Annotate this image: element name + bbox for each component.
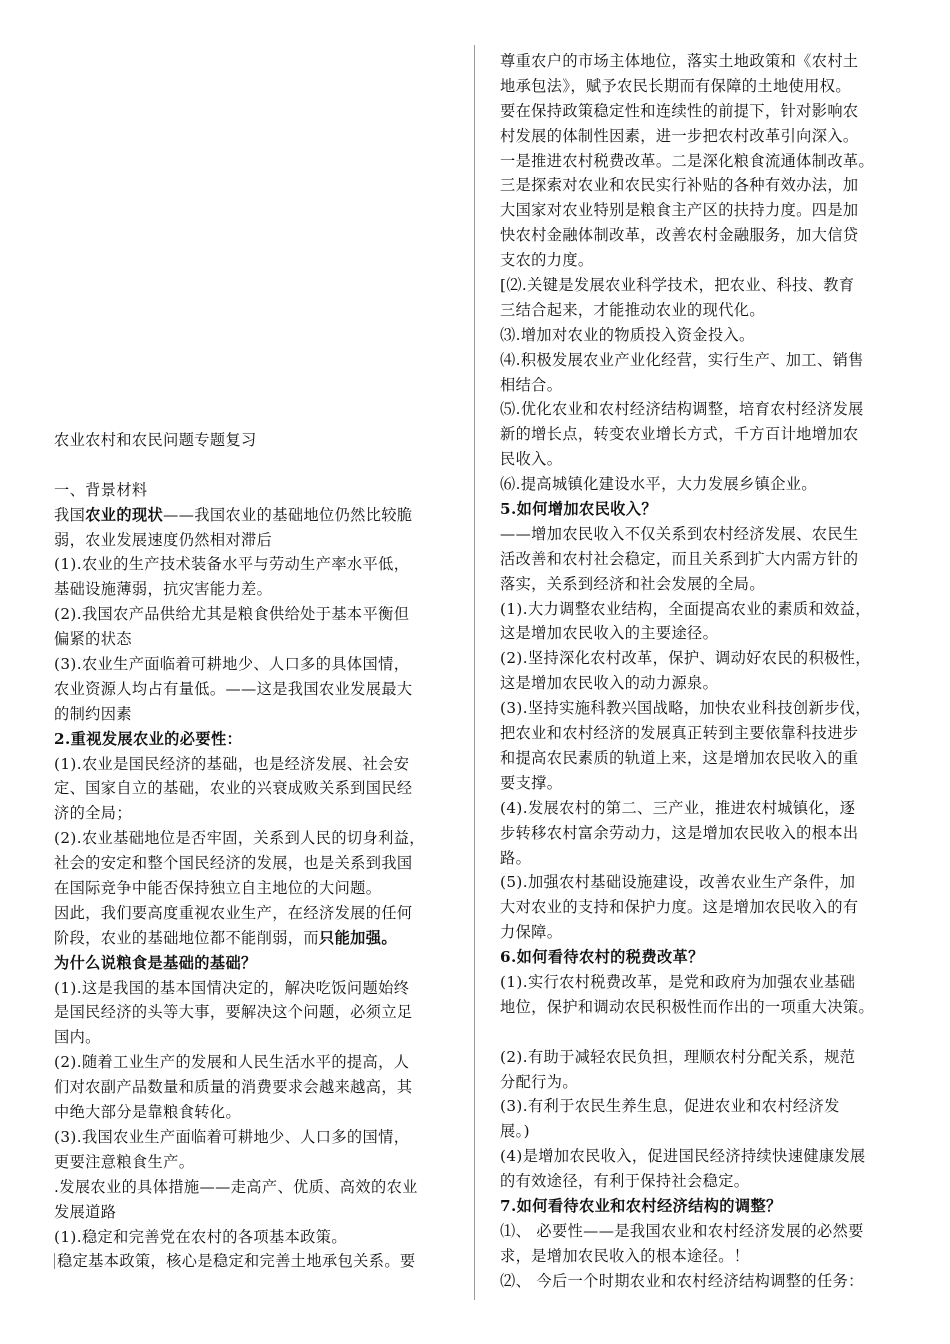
line-text: 社会的安定和整个国民经济的发展，也是关系到我国 xyxy=(54,854,413,873)
line-text: ⑵、 今后一个时期农业和农村经济结构调整的任务： xyxy=(500,1271,864,1290)
column-divider xyxy=(474,45,475,1300)
text-line xyxy=(500,1094,900,1119)
text-line xyxy=(500,248,900,273)
line-text: 新的增长点，转变农业增长方式，千方百计地增加农 xyxy=(500,425,859,444)
line-text: 5.如何增加农民收入？ xyxy=(500,500,657,519)
text-line xyxy=(500,746,900,771)
text-line xyxy=(500,1144,900,1169)
line-text: 是国民经济的头等大事，要解决这个问题，必须立足 xyxy=(54,1003,413,1022)
text-line xyxy=(500,646,900,671)
line-text: [⑵.关键是发展农业科学技术，把农业、科技、教育 xyxy=(500,276,855,295)
text-line xyxy=(500,74,900,99)
text-line xyxy=(500,920,900,945)
line-text: (2).坚持深化农村改革，保护、调动好农民的积极性， xyxy=(500,649,871,668)
line-text: ⑴、 必要性——是我国农业和农村经济发展的必然要 xyxy=(500,1221,864,1240)
text-line xyxy=(54,552,454,577)
line-text: 这是增加农民收入的动力源泉。 xyxy=(500,674,719,693)
line-text: 村发展的体制性因素，进一步把农村改革引向深入。 xyxy=(500,126,859,145)
text-line xyxy=(500,671,900,696)
section-heading xyxy=(54,727,454,752)
line-text: 们对农副产品数量和质量的消费要求会越来越高，其 xyxy=(54,1078,413,1097)
line-text: 求，是增加农民收入的根本途径。！ xyxy=(500,1246,750,1265)
line-text: ——增加农民收入不仅关系到农村经济发展、农民生 xyxy=(500,524,859,543)
text-line xyxy=(54,1100,454,1125)
text-line xyxy=(500,149,900,174)
line-text: 要支撑。 xyxy=(500,773,563,792)
line-text: 在国际竞争中能否保持独立自主地位的大问题。 xyxy=(54,879,382,898)
text-line xyxy=(54,1000,454,1025)
text-line xyxy=(54,652,454,677)
text-line xyxy=(500,1045,900,1070)
text-line xyxy=(54,1175,454,1200)
text-line xyxy=(500,99,900,124)
text-line xyxy=(54,528,454,553)
text-run: ——我国农业的基础地位仍然比较脆 xyxy=(163,505,413,524)
line-text: (2).随着工业生产的发展和人民生活水平的提高，人 xyxy=(54,1053,410,1072)
line-text: 中绝大部分是靠粮食转化。 xyxy=(54,1103,242,1122)
line-text: 的制约因素 xyxy=(54,704,132,723)
text-line xyxy=(500,771,900,796)
line-text: 的有效途径，有利于保持社会稳定。 xyxy=(500,1172,750,1191)
emphasis-text: 农业的现状 xyxy=(85,505,164,524)
text-line xyxy=(500,995,900,1020)
text-line xyxy=(54,1225,454,1250)
text-line xyxy=(54,1200,454,1225)
text-run: 阶段，农业的基础地位都不能削弱，而 xyxy=(54,928,319,947)
text-line xyxy=(54,776,454,801)
line-text: (1).大力调整农业结构，全面提高农业的素质和效益， xyxy=(500,599,871,618)
text-line xyxy=(54,1125,454,1150)
text-line xyxy=(54,1050,454,1075)
line-text: 要在保持政策稳定性和连续性的前提下，针对影响农 xyxy=(500,101,859,120)
text-line xyxy=(54,453,454,478)
line-text: 农业资源人均占有量低。——这是我国农业发展最大 xyxy=(54,679,413,698)
text-line xyxy=(500,298,900,323)
text-run: 我国 xyxy=(54,505,86,524)
text-line xyxy=(500,597,900,622)
text-line xyxy=(500,547,900,572)
line-text: 路。 xyxy=(500,848,532,867)
line-text: 地位，保护和调动农民积极性而作出的一项重大决策。 xyxy=(500,997,875,1016)
text-line xyxy=(54,503,454,528)
text-line xyxy=(54,1025,454,1050)
line-text: ⑹.提高城镇化建设水平，大力发展乡镇企业。 xyxy=(500,475,817,494)
text-line xyxy=(500,696,900,721)
line-text: (3).坚持实施科教兴国战略，加快农业科技创新步伐， xyxy=(500,699,871,718)
line-text: 济的全局； xyxy=(54,804,132,823)
text-line xyxy=(54,702,454,727)
text-line xyxy=(500,1244,900,1269)
right-column xyxy=(500,49,900,1294)
text-line xyxy=(500,821,900,846)
text-line xyxy=(500,348,900,373)
line-text: (1).农业的生产技术装备水平与劳动生产率水平低， xyxy=(54,555,410,574)
line-text: 偏紧的状态 xyxy=(54,630,132,649)
line-text: (3).农业生产面临着可耕地少、人口多的具体国情， xyxy=(54,655,410,674)
text-line xyxy=(54,1249,454,1274)
line-text: 发展道路 xyxy=(54,1202,117,1221)
text-line xyxy=(500,1070,900,1095)
text-line xyxy=(500,49,900,74)
text-line xyxy=(500,1169,900,1194)
line-text: (2).我国农产品供给尤其是粮食供给处于基本平衡但 xyxy=(54,605,410,624)
line-text: 稳定基本政策，核心是稳定和完善土地承包关系。要 xyxy=(57,1252,416,1271)
section-heading xyxy=(54,951,454,976)
text-line xyxy=(54,1150,454,1175)
text-line xyxy=(54,1075,454,1100)
text-line xyxy=(500,323,900,348)
line-text: 6.如何看待农村的税费改革？ xyxy=(500,948,704,967)
text-line xyxy=(500,397,900,422)
text-line xyxy=(54,478,454,503)
text-line xyxy=(500,1269,900,1294)
line-text: 相结合。 xyxy=(500,375,563,394)
line-text: (4).发展农村的第二、三产业，推进农村城镇化，逐 xyxy=(500,798,856,817)
text-line xyxy=(500,124,900,149)
text-line xyxy=(500,572,900,597)
line-text: 尊重农户的市场主体地位，落实土地政策和《农村土 xyxy=(500,52,859,70)
line-text: 分配行为。 xyxy=(500,1072,578,1091)
text-line xyxy=(500,796,900,821)
text-line xyxy=(500,1020,900,1045)
text-line xyxy=(54,851,454,876)
text-line xyxy=(500,846,900,871)
text-line xyxy=(500,970,900,995)
line-text: 这是增加农民收入的主要途径。 xyxy=(500,624,719,643)
line-text: 支农的力度。 xyxy=(500,251,594,270)
text-line xyxy=(500,447,900,472)
text-line xyxy=(500,472,900,497)
line-text: (1).这是我国的基本国情决定的，解决吃饭问题始终 xyxy=(54,978,410,997)
line-text: ⑶.增加对农业的物质投入资金投入。 xyxy=(500,325,755,344)
line-text: 基础设施薄弱，抗灾害能力差。 xyxy=(54,580,273,599)
line-text: (1).农业是国民经济的基础，也是经济发展、社会安 xyxy=(54,754,410,773)
line-text: 2.重视发展农业的必要性： xyxy=(54,729,243,748)
text-line xyxy=(500,721,900,746)
line-text: (2).农业基础地位是否牢固，关系到人民的切身利益， xyxy=(54,829,425,848)
line-text: 三结合起来，才能推动农业的现代化。 xyxy=(500,300,765,319)
text-line xyxy=(54,428,454,453)
line-text: 活改善和农村社会稳定，而且关系到扩大内需方针的 xyxy=(500,549,859,568)
text-line xyxy=(54,976,454,1001)
line-text: 展。) xyxy=(500,1122,530,1141)
text-line xyxy=(54,826,454,851)
line-text: 步转移农村富余劳动力，这是增加农民收入的根本出 xyxy=(500,823,859,842)
line-text: 更要注意粮食生产。 xyxy=(54,1152,195,1171)
line-text: 落实，关系到经济和社会发展的全局。 xyxy=(500,574,765,593)
line-text: 地承包法》，赋予农民长期而有保障的土地使用权。 xyxy=(500,76,851,95)
line-text: 三是探索对农业和农民实行补贴的各种有效办法，加 xyxy=(500,176,859,195)
text-line xyxy=(500,1219,900,1244)
line-text: (3).有利于农民生养生息，促进农业和农村经济发 xyxy=(500,1097,840,1116)
section-heading xyxy=(500,1194,900,1219)
text-line xyxy=(500,870,900,895)
section-heading xyxy=(500,945,900,970)
line-text: ⑸.优化农业和农村经济结构调整，培育农村经济发展 xyxy=(500,400,864,419)
text-line xyxy=(54,677,454,702)
line-text: 把农业和农村经济的发展真正转到主要依靠科技进步 xyxy=(500,724,859,743)
text-line xyxy=(500,895,900,920)
line-text: 为什么说粮食是基础的基础？ xyxy=(54,953,257,972)
line-text: 力保障。 xyxy=(500,923,563,942)
text-line xyxy=(500,1119,900,1144)
margin-mark xyxy=(54,1253,55,1269)
line-text: 民收入。 xyxy=(500,450,563,469)
text-line xyxy=(500,198,900,223)
left-column xyxy=(54,428,454,1274)
line-text: 弱，农业发展速度仍然相对滞后 xyxy=(54,530,273,549)
line-text: 和提高农民素质的轨道上来，这是增加农民收入的重 xyxy=(500,748,859,767)
line-text: 一是推进农村税费改革。二是深化粮食流通体制改革。 xyxy=(500,151,875,170)
line-text: .发展农业的具体措施——走高产、优质、高效的农业 xyxy=(54,1177,418,1196)
text-line xyxy=(54,926,454,951)
text-line xyxy=(500,621,900,646)
text-line xyxy=(500,422,900,447)
line-text: 农业农村和农民问题专题复习 xyxy=(54,431,257,449)
text-line xyxy=(54,627,454,652)
line-text: (1).稳定和完善党在农村的各项基本政策。 xyxy=(54,1227,347,1246)
text-line xyxy=(500,522,900,547)
line-text: (3).我国农业生产面临着可耕地少、人口多的国情， xyxy=(54,1127,410,1146)
line-text: 国内。 xyxy=(54,1028,101,1047)
text-line xyxy=(54,752,454,777)
line-text: 快农村金融体制改革，改善农村金融服务，加大信贷 xyxy=(500,226,859,245)
section-heading xyxy=(500,497,900,522)
line-text: ⑷.积极发展农业产业化经营，实行生产、加工、销售 xyxy=(500,350,864,369)
line-text: 大对农业的支持和保护力度。这是增加农民收入的有 xyxy=(500,898,859,917)
text-line xyxy=(54,602,454,627)
line-text: (1).实行农村税费改革，是党和政府为加强农业基础 xyxy=(500,972,856,991)
text-line xyxy=(54,801,454,826)
line-text: 一、背景材料 xyxy=(54,480,148,499)
text-line xyxy=(500,173,900,198)
line-text: 7.如何看待农业和农村经济结构的调整？ xyxy=(500,1196,782,1215)
line-text: 大国家对农业特别是粮食主产区的扶持力度。四是加 xyxy=(500,201,859,220)
text-line xyxy=(500,373,900,398)
text-line xyxy=(54,901,454,926)
line-text: 定、国家自立的基础，农业的兴衰成败关系到国民经 xyxy=(54,779,413,798)
line-text: (2).有助于减轻农民负担，理顺农村分配关系，规范 xyxy=(500,1047,856,1066)
text-line xyxy=(500,273,900,298)
line-text: 因此，我们要高度重视农业生产，在经济发展的任何 xyxy=(54,903,413,922)
text-line xyxy=(54,876,454,901)
line-text: (5).加强农村基础设施建设，改善农业生产条件，加 xyxy=(500,873,856,892)
emphasis-text: 只能加强。 xyxy=(319,928,397,947)
text-line xyxy=(54,577,454,602)
text-line xyxy=(500,223,900,248)
line-text: (4)是增加农民收入，促进国民经济持续快速健康发展 xyxy=(500,1147,866,1166)
